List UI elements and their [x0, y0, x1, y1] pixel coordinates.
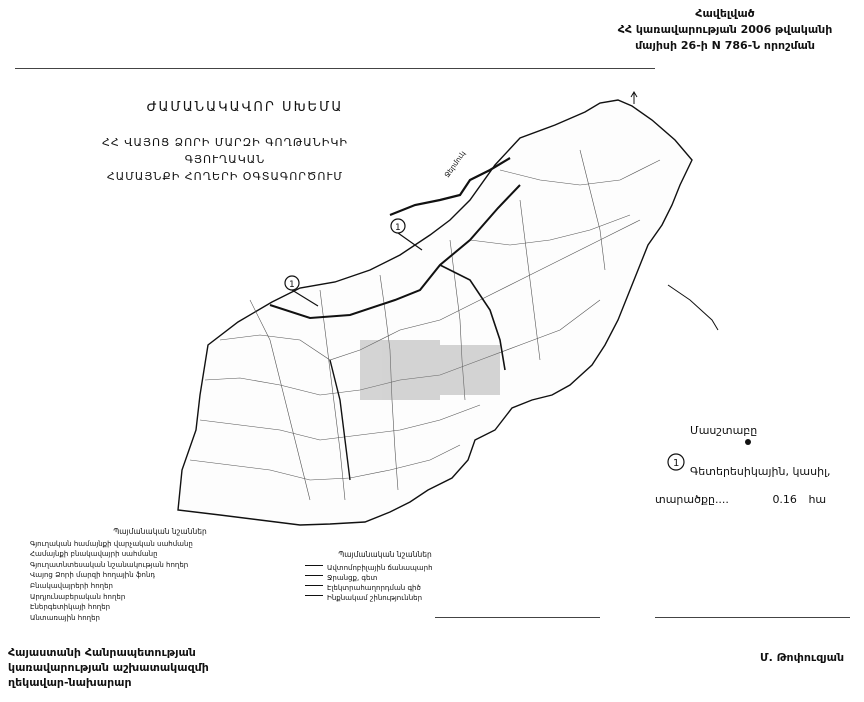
area-line	[655, 493, 826, 506]
legend-left-item: Անտառային հողեր	[30, 613, 100, 622]
legend-left-item: Գյուղական համայնքի վարչական սահմանը	[30, 539, 193, 548]
legend-mid-row	[305, 593, 465, 603]
area-label: տարածքը	[655, 493, 715, 506]
legend-left-item: Գյուղատնտեսական նշանակության հողեր	[30, 560, 189, 569]
legend-left-item: Բնակավայրերի հողեր	[30, 581, 113, 590]
site-marker-1b-label: 1	[289, 280, 295, 290]
road-swatch	[305, 565, 323, 571]
buildings-swatch	[305, 595, 323, 601]
signatory-name: Մ. Թոփուզյան	[760, 651, 845, 664]
scale-label: Մասշտաբը	[690, 424, 758, 437]
community-boundary	[178, 100, 692, 525]
legend-left-header: Պայմանական նշաններ	[113, 527, 207, 536]
road-label: Ջերմուկ	[443, 149, 468, 180]
signatory-title	[8, 645, 209, 690]
scale-marker-dot	[745, 439, 751, 445]
site-marker-1-label: 1	[395, 223, 401, 233]
map-subtitle-line-1: ՀՀ ՎԱՅՈՑ ՁՈՐԻ ՄԱՐԶԻ ԳՈՂԹԱՆԻԿԻ ԳՅՈՒՂԱԿԱՆ	[101, 136, 349, 166]
approval-line-2: ՀՀ կառավարության 2006 թվականի	[617, 23, 833, 36]
settlement-area	[360, 340, 500, 400]
map-subtitle-line-2: ՀԱՄԱՅՆՔԻ ՀՈՂԵՐԻ ՕԳՏԱԳՈՐԾՈՒՄ	[106, 170, 344, 183]
legend-mid-item: Ավտոմոբիլային ճանապարհ	[327, 564, 433, 572]
legend-mid-item: Ջրանցք, գետ	[327, 574, 378, 582]
signatory-line-1: Հայաստանի Հանրապետության	[8, 646, 196, 659]
area-dots: ....	[714, 493, 729, 506]
powerline-swatch	[305, 585, 323, 591]
approval-line-3: մայիսի 26-ի N 786-Ն որոշման	[635, 39, 815, 52]
area-unit: հա	[808, 493, 827, 506]
legend-mid-row	[305, 573, 465, 583]
legend-left	[30, 527, 290, 623]
map-title: ԺԱՄԱՆԱԿԱՎՈՐ ՍԽԵՄԱ	[146, 100, 344, 115]
marker-description: Գետերեսիկային, կասիլ,	[690, 465, 831, 478]
legend-left-item: Համայնքի բնակավայրի սահմանը	[30, 550, 158, 559]
river-swatch	[305, 575, 323, 581]
legend-mid-header: Պայմանական նշաններ	[338, 550, 432, 559]
legend-left-item: Արդյունաբերական հողեր	[30, 592, 126, 601]
northeast-tail	[668, 285, 718, 330]
area-value: 0.16	[772, 493, 797, 506]
approval-line-1: Հավելված	[695, 7, 755, 20]
legend-mid-item: Ինքնակամ շինություններ	[327, 594, 423, 602]
signatory-line-3: ղեկավար-նախարար	[8, 676, 132, 689]
legend-left-item: Վայոց Ձորի մարզի հողային ֆոնդ	[30, 571, 156, 580]
legend-mid	[305, 550, 465, 603]
legend-mid-item: Էլեկտրահաղորդման գիծ	[327, 584, 421, 592]
north-arrow	[631, 92, 637, 104]
legend-left-item: Էներգետիկայի հողեր	[30, 603, 111, 612]
signatory-line-2: կառավարության աշխատակազմի	[8, 661, 209, 674]
legend-marker-icon-label: 1	[673, 458, 680, 469]
legend-mid-row	[305, 563, 465, 573]
legend-mid-row	[305, 583, 465, 593]
